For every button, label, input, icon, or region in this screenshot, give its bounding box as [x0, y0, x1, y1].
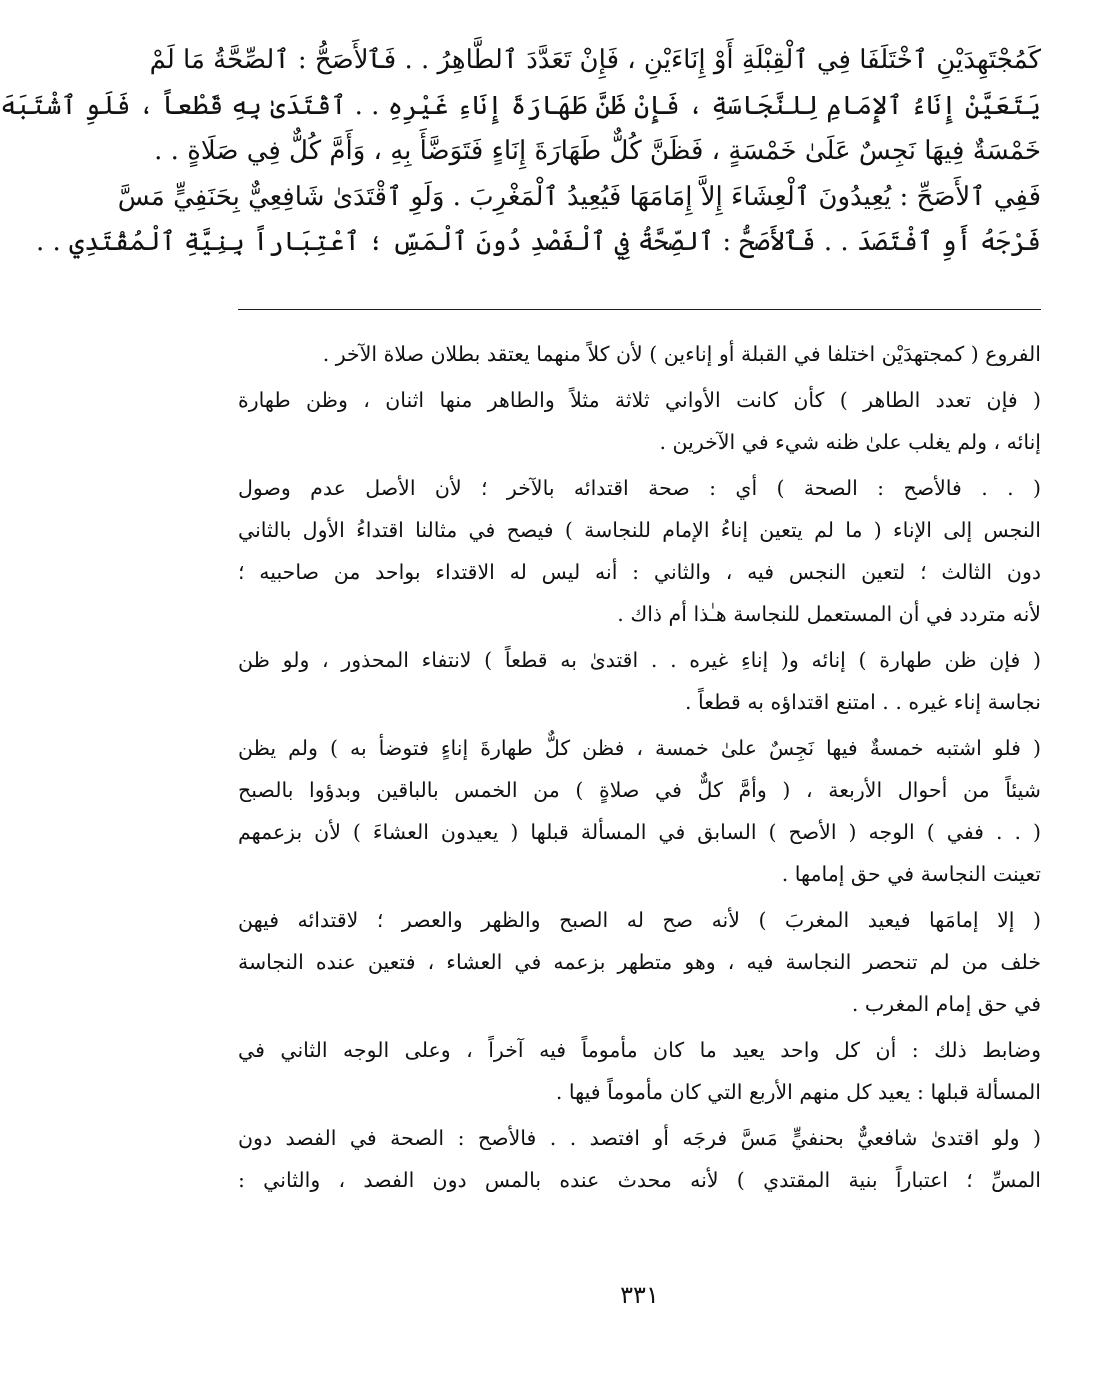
page-number: ٣٣١ — [620, 1281, 659, 1309]
commentary-line: ( فإن ظن طهارة ) إنائه و( إناءِ غيره . . اقتدىٰ به قطعاً ) لانتفاء المحذور ، ولو ظن — [238, 648, 1041, 672]
main-text-line: فَرْجَهُ أَوِ ٱفْتَصَدَ . . فَٱلأَصَحُّ : ٱلصِّحَّةُ فِي ٱلْفَصْدِ دُونَ ٱلْمَسِّ ؛ ٱعْتِبَاراً بِنِيَّةِ ٱلْمُقْتَدِي . . — [36, 227, 1041, 257]
main-text-line: فَفِي ٱلأَصَحِّ : يُعِيدُونَ ٱلْعِشَاءَ إِلاَّ إِمَامَهَا فَيُعِيدُ ٱلْمَغْرِبَ . وَلَوِ ٱقْتَدَىٰ شَافِعِيٌّ بِحَنَفِيٍّ مَسَّ — [117, 181, 1041, 212]
commentary-line: النجس إلى الإناء ( ما لم يتعين إناءُ الإمام للنجاسة ) فيصح في مثالنا اقتداءُ الأول بالثاني — [238, 518, 1041, 542]
commentary-paragraph — [238, 1117, 1041, 1201]
main-text-line: خَمْسَةٌ فِيهَا نَجِسٌ عَلَىٰ خَمْسَةٍ ، فَظَنَّ كُلٌّ طَهَارَةَ إِنَاءٍ فَتَوَضَّأَ بِهِ ، وَأَمَّ كُلٌّ فِي صَلَاةٍ . . — [154, 136, 1041, 166]
main-text-block — [0, 38, 1041, 266]
commentary-line: الفروع ( كمجتهدَيْن اختلفا في القبلة أو إناءين ) لأن كلاً منهما يعتقد بطلان صلاة الآخر . — [322, 342, 1041, 366]
commentary-line: ( . . ففي ) الوجه ( الأصح ) السابق في المسألة قبلها ( يعيدون العشاءَ ) لأن بزعمهم — [238, 820, 1041, 844]
commentary-line: نجاسة إناء غيره . . امتنع اقتداؤه به قطعاً . — [685, 690, 1041, 714]
commentary-line: وضابط ذلك : أن كل واحد يعيد ما كان مأموماً فيه آخراً ، وعلى الوجه الثاني في — [238, 1038, 1041, 1062]
main-text-line: يَتَعَيَّنْ إِنَاءُ ٱلإِمَامِ لِلنَّجَاسَةِ ، فَإِنْ ظَنَّ طَهَارَةَ إِنَاءِ غَيْرِهِ . . ٱقْتَدَىٰ بِهِ قَطْعاً ، فَلَوِ ٱشْتَبَهَ — [0, 90, 1041, 121]
commentary-paragraph — [238, 727, 1041, 895]
commentary-line: ( . . فالأصح : الصحة ) أي : صحة اقتدائه بالآخر ؛ لأن الأصل عدم وصول — [238, 476, 1041, 500]
commentary-paragraph — [238, 899, 1041, 1025]
commentary-paragraph — [238, 333, 1041, 375]
commentary-line: إنائه ، ولم يغلب علىٰ ظنه شيء في الآخرين . — [659, 430, 1041, 454]
commentary-paragraph — [238, 1029, 1041, 1113]
commentary-line: ( ولو اقتدىٰ شافعيٌّ بحنفيٍّ مَسَّ فرجَه أو افتصد . . فالأصح : الصحة في الفصد دون — [238, 1126, 1041, 1150]
commentary-block — [238, 333, 1041, 1205]
commentary-line: المسِّ ؛ اعتباراً بنية المقتدي ) لأنه محدث عنده بالمس دون الفصد ، والثاني : — [238, 1168, 1041, 1192]
commentary-line: في حق إمام المغرب . — [851, 992, 1041, 1016]
main-text-line: كَمُجْتَهِدَيْنِ ٱخْتَلَفَا فِي ٱلْقِبْلَةِ أَوْ إِنَاءَيْنِ ، فَإِنْ تَعَدَّدَ ٱلطَّاهِرُ . . فَٱلأَصَحُّ : ٱلصِّحَّةُ مَا لَمْ — [149, 45, 1041, 75]
commentary-line: ( إلا إمامَها فيعيد المغربَ ) لأنه صح له الصبح والظهر والعصر ؛ لاقتدائه فيهن — [238, 908, 1041, 932]
commentary-line: شيئاً من أحوال الأربعة ، ( وأمَّ كلٌّ في صلاةٍ ) من الخمس بالباقين وبدؤوا بالصبح — [238, 778, 1041, 802]
separator-rule — [238, 309, 1041, 310]
commentary-line: ( فإن تعدد الطاهر ) كأن كانت الأواني ثلاثة مثلاً والطاهر منها اثنان ، وظن طهارة — [238, 388, 1041, 412]
commentary-line: خلف من لم تنحصر النجاسة فيه ، وهو متطهر بزعمه في العشاء ، فتعين عنده النجاسة — [238, 950, 1041, 974]
commentary-line: دون الثالث ؛ لتعين النجس فيه ، والثاني : أنه ليس له الاقتداء بواحد من صاحبيه ؛ — [238, 560, 1041, 584]
commentary-paragraph — [238, 467, 1041, 635]
commentary-line: تعينت النجاسة في حق إمامها . — [781, 862, 1041, 886]
commentary-line: ( فلو اشتبه خمسةٌ فيها نَجِسٌ علىٰ خمسة ، فظن كلٌّ طهارةَ إناءٍ فتوضأ به ) ولم يظن — [238, 736, 1041, 760]
commentary-paragraph — [238, 639, 1041, 723]
page — [0, 38, 1041, 1374]
commentary-line: لأنه متردد في أن المستعمل للنجاسة هـٰذا أم ذاك . — [617, 602, 1041, 626]
commentary-line: المسألة قبلها : يعيد كل منهم الأربع التي كان مأموماً فيها . — [555, 1080, 1041, 1104]
commentary-paragraph — [238, 379, 1041, 463]
